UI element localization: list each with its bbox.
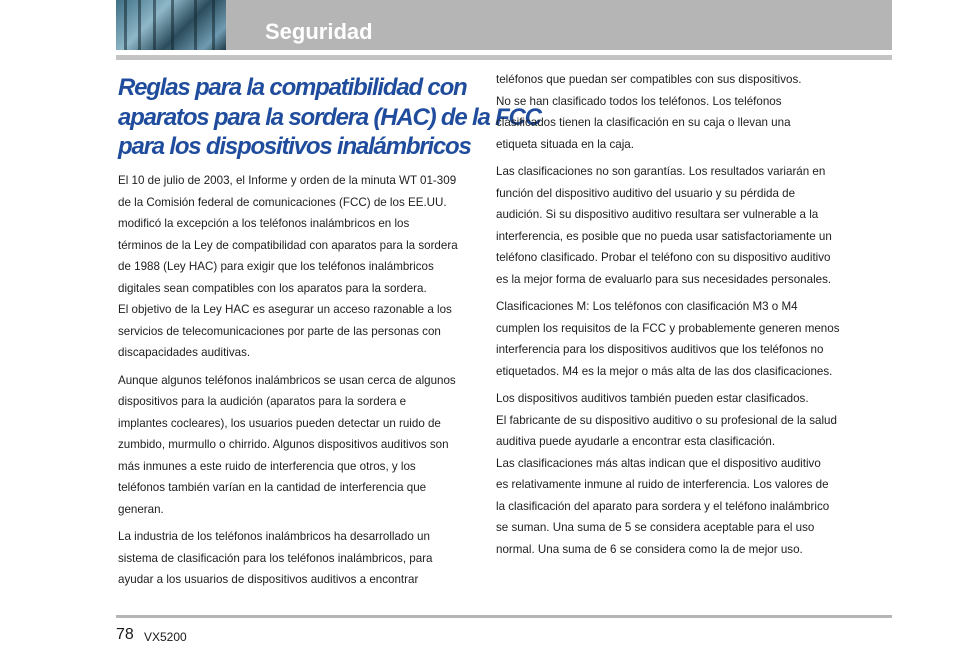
- text-line: interferencia para los dispositivos auditivos que los teléfonos no: [496, 343, 824, 356]
- text-line: La industria de los teléfonos inalámbricos ha desarrollado un: [118, 530, 430, 543]
- header-photo: [116, 0, 226, 50]
- text-line: es la mejor forma de evaluarlo para sus necesidades personales.: [496, 272, 832, 286]
- text-line: implantes cocleares), los usuarios pueden detectar un ruido de: [118, 416, 441, 430]
- left-column: [118, 170, 480, 597]
- text-line: teléfonos que puedan ser compatibles con sus dispositivos.: [496, 73, 802, 86]
- text-line: dispositivos para la audición (aparatos para la sordera e: [118, 395, 407, 408]
- text-line: El 10 de julio de 2003, el Informe y orden de la minuta WT 01-309: [118, 174, 457, 187]
- text-line: clasificados tienen la clasificación en su caja o llevan una: [496, 116, 791, 129]
- text-line: interferencia, es posible que no pueda usar satisfactoriamente un: [496, 229, 832, 243]
- text-line: teléfono clasificado. Probar el teléfono con su dispositivo auditivo: [496, 251, 831, 264]
- header-divider: [116, 55, 892, 60]
- right-column: [496, 69, 858, 566]
- text-line: digitales sean compatibles con los aparatos para la sordera.: [118, 281, 427, 295]
- text-line: sistema de clasificación para los teléfonos inalámbricos, para: [118, 551, 433, 565]
- text-line: de 1988 (Ley HAC) para exigir que los teléfonos inalámbricos: [118, 260, 434, 273]
- text-line: la clasificación del aparato para sordera y el teléfono inalámbrico: [496, 499, 830, 513]
- paragraph: [496, 296, 858, 382]
- text-line: teléfonos también varían en la cantidad de interferencia que: [118, 481, 427, 494]
- text-line: es relativamente inmune al ruido de interferencia. Los valores de: [496, 478, 829, 491]
- text-line: Clasificaciones M: Los teléfonos con clasificación M3 o M4: [496, 300, 798, 313]
- paragraph: [118, 526, 480, 591]
- footer-divider: [116, 615, 892, 618]
- text-line: de la Comisión federal de comunicaciones (FCC) de los EE.UU.: [118, 195, 447, 209]
- header-bar: [116, 0, 892, 50]
- text-line: Aunque algunos teléfonos inalámbricos se usan cerca de algunos: [118, 373, 456, 387]
- text-line: El objetivo de la Ley HAC es asegurar un acceso razonable a los: [118, 303, 452, 316]
- text-line: función del dispositivo auditivo del usuario y su pérdida de: [496, 186, 796, 200]
- text-line: más inmunes a este ruido de interferencia que otros, y los: [118, 459, 416, 473]
- text-line: etiqueta situada en la caja.: [496, 137, 634, 151]
- text-line: zumbido, murmullo o chirrido. Algunos dispositivos auditivos son: [118, 438, 449, 451]
- text-line: ayudar a los usuarios de dispositivos auditivos a encontrar: [118, 573, 419, 586]
- text-line: El fabricante de su dispositivo auditivo o su profesional de la salud: [496, 413, 837, 427]
- text-line: Las clasificaciones no son garantías. Los resultados variarán en: [496, 165, 826, 178]
- text-line: discapacidades auditivas.: [118, 346, 251, 359]
- text-line: Los dispositivos auditivos también pueden estar clasificados.: [496, 392, 809, 405]
- text-line: Las clasificaciones más altas indican que el dispositivo auditivo: [496, 456, 821, 470]
- text-line: términos de la Ley de compatibilidad con aparatos para la sordera: [118, 238, 458, 252]
- heading-line: Reglas para la compatibilidad con: [118, 74, 467, 101]
- paragraph: [118, 170, 480, 364]
- text-line: audición. Si su dispositivo auditivo resultara ser vulnerable a la: [496, 208, 819, 221]
- text-line: se suman. Una suma de 5 se considera aceptable para el uso: [496, 521, 815, 534]
- text-line: servicios de telecomunicaciones por parte de las personas con: [118, 324, 441, 338]
- paragraph: [496, 161, 858, 290]
- paragraph: [496, 69, 858, 155]
- text-line: normal. Una suma de 6 se considera como la de mejor uso.: [496, 542, 803, 556]
- heading-line: aparatos para la sordera (HAC) de la FCC: [118, 103, 541, 131]
- page-number: 78: [116, 626, 134, 643]
- heading-line: para los dispositivos inalámbricos: [118, 133, 471, 160]
- paragraph: [118, 370, 480, 521]
- text-line: modificó la excepción a los teléfonos inalámbricos en los: [118, 217, 410, 230]
- section-title: Seguridad: [265, 19, 373, 44]
- text-line: etiquetados. M4 es la mejor o más alta de las dos clasificaciones.: [496, 364, 833, 378]
- text-line: generan.: [118, 502, 164, 516]
- paragraph: [496, 388, 858, 560]
- text-line: auditiva puede ayudarle a encontrar esta clasificación.: [496, 435, 776, 448]
- text-line: cumplen los requisitos de la FCC y probablemente generen menos: [496, 321, 840, 335]
- model-name: VX5200: [144, 630, 187, 644]
- text-line: No se han clasificado todos los teléfonos. Los teléfonos: [496, 94, 782, 108]
- page-heading: [118, 73, 541, 162]
